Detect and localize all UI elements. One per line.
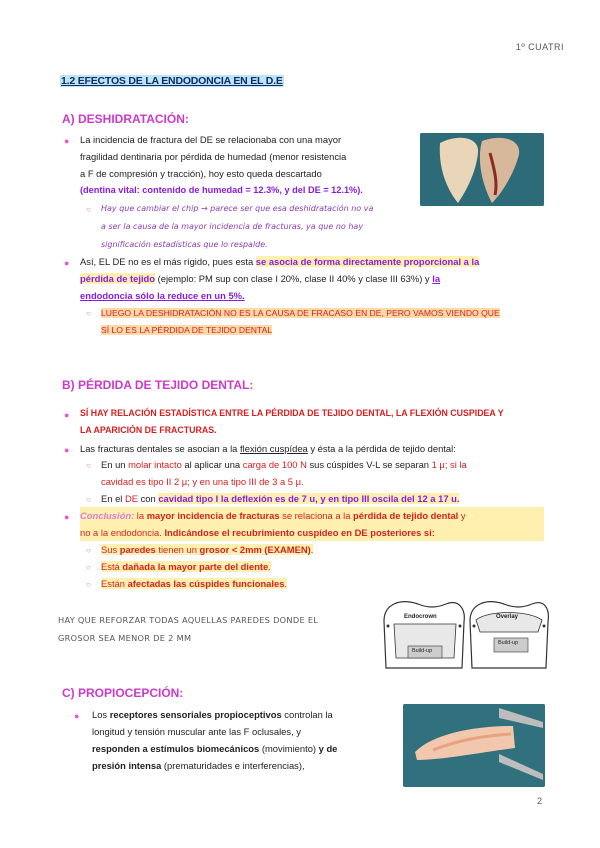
course-label: 1º CUATRI: [515, 42, 564, 52]
restoration-diagram: [378, 596, 550, 674]
section-a-conclusion: LUEGO LA DESHIDRATACIÓN NO ES LA CAUSA DE FRACASO EN DE, PERO VAMOS VIENDO QUE SÍ LO ES LA PÉRDIDA DE TEJIDO DENTAL: [101, 308, 500, 335]
section-a-bullet-2: Así, EL DE no es el más rígido, pues esta se asocia de forma directamente proporcional a la pérdida de tejido (ejemplo: PM sup con clase I 20%, clase II 40% y clase III 63%) y la endodoncia sólo la reduce en un 5%.: [80, 256, 480, 301]
tooth-tweezers-photo: [403, 704, 545, 787]
criteria-item: Están afectadas las cúspides funcionales.: [101, 578, 288, 589]
bullet-icon: ●: [64, 258, 70, 268]
handwritten-note-a: [101, 200, 421, 254]
text-line: Hay que cambiar el chip → parece ser que esa deshidratación no va: [101, 204, 374, 213]
sub-bullet-icon: ○: [86, 563, 91, 572]
section-b-sub-2: En el DE con cavidad tipo I la deflexión es de 7 u, y en tipo III oscila del 12 a 17 u.: [101, 493, 460, 504]
buildup-label: Build-up: [498, 640, 519, 646]
page-title: 1.2 EFECTOS DE LA ENDODONCIA EN EL D.E: [61, 75, 283, 87]
criteria-item: Está dañada la mayor parte del diente.: [101, 561, 271, 572]
handwritten-note-b: HAY QUE REFORZAR TODAS AQUELLAS PAREDES DONDE EL GROSOR SEA MENOR DE 2 MM: [58, 615, 319, 643]
sub-bullet-icon: ○: [86, 309, 91, 318]
criteria-item: Sus paredes tienen un grosor < 2mm (EXAMEN).: [101, 544, 314, 555]
text-line: La incidencia de fractura del DE se relacionaba con una mayor: [80, 134, 342, 145]
humidity-values: (dentina vital: contenido de humedad = 12.3%, y del DE = 12.1%).: [80, 185, 363, 195]
sub-bullet-icon: ○: [86, 495, 91, 504]
sub-bullet-icon: ○: [86, 580, 91, 589]
text-line: a F de compresión y tracción), hoy esto queda descartado: [80, 168, 322, 179]
bullet-icon: ●: [64, 445, 70, 455]
section-c-bullet: Los receptores sensoriales propioceptivos controlan la longitud y tensión muscular ante las F oclusales, y responden a estímulos biomecánicos (movimiento) y de presión intensa (prematuridades e interferencias),: [92, 709, 338, 771]
buildup-label: Build-up: [412, 648, 433, 654]
tooth-photo: [420, 133, 544, 206]
sub-bullet-icon: ○: [86, 205, 91, 214]
page-number: 2: [537, 796, 543, 806]
endocrown-label: Endocrown: [404, 614, 437, 620]
text-line: significación estadísticas que lo respalde.: [101, 240, 268, 249]
section-c-heading: C) PROPIOCEPCIÓN:: [62, 686, 184, 700]
section-b-heading: B) PÉRDIDA DE TEJIDO DENTAL:: [62, 378, 254, 392]
bullet-icon: ●: [64, 512, 70, 522]
sub-bullet-icon: ○: [86, 546, 91, 555]
section-b-sub-1: En un molar intacto al aplicar una carga de 100 N sus cúspides V-L se separan 1 μ; si la cavidad es tipo II 2 μ; y en una tipo III de 3 a 5 μ.: [101, 459, 467, 487]
section-b-conclusion: Conclusión: la mayor incidencia de fracturas se relaciona a la pérdida de tejido dental y no a la endodoncia. Indicándose el recubrimiento cuspídeo en DE posteriores si:: [80, 507, 544, 541]
text-line: fragilidad dentinaria por pérdida de humedad (menor resistencia: [80, 151, 347, 162]
section-b-bullet-2: Las fracturas dentales se asocian a la flexión cuspídea y ésta a la pérdida de tejido dental:: [80, 443, 456, 454]
section-a-bullet-1: [80, 131, 415, 199]
bullet-icon: ●: [74, 711, 80, 721]
section-b-bullet-1: SÍ HAY RELACIÓN ESTADÍSTICA ENTRE LA PÉRDIDA DE TEJIDO DENTAL, LA FLEXIÓN CUSPIDEA Y LA APARICIÓN DE FRACTURAS.: [80, 408, 504, 435]
text-line: a ser la causa de la mayor incidencia de fracturas, ya que no hay: [101, 222, 364, 231]
section-a-heading: A) DESHIDRATACIÓN:: [62, 112, 189, 126]
bullet-icon: ●: [64, 136, 70, 146]
sub-bullet-icon: ○: [86, 461, 91, 470]
overlay-label: Overlay: [496, 614, 519, 620]
bullet-icon: ●: [64, 410, 70, 420]
